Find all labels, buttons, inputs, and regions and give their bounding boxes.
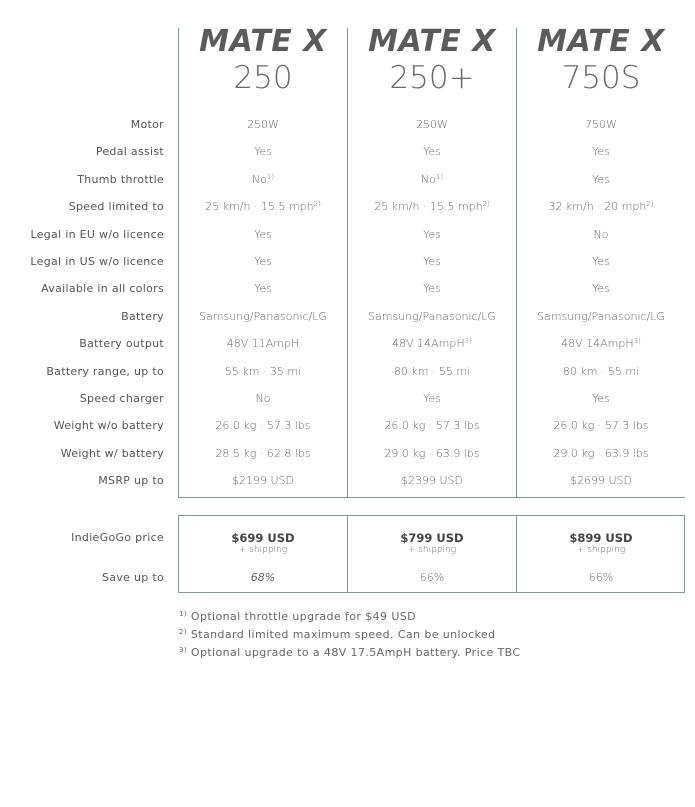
spec-value-text: 32 km/h · 20 mph [548,200,647,214]
shipping-note: + shipping [407,545,457,555]
spec-value-text: Yes [423,227,441,241]
spec-value [348,197,516,217]
spec-value-text: 55 km · 35 mi [224,364,302,378]
spec-value-text: Samsung/Panasonic/LG [537,309,665,323]
footnote-ref: 1) [435,172,444,181]
spec-value [517,170,685,190]
spec-value-text: No [251,172,267,186]
footnote [179,608,521,626]
price-cell [179,531,347,556]
spec-row [0,362,695,382]
spec-value [179,115,347,135]
footnote-text: Standard limited maximum speed. Can be unlocked [190,628,496,641]
spec-value [179,225,347,245]
spec-value-text: Yes [254,227,272,241]
spec-value [179,170,347,190]
spec-label: Thumb throttle [77,172,164,186]
save-value: 68% [250,571,276,584]
footnote-ref: 2) [646,200,654,209]
model-brand: MATE X [368,24,496,59]
spec-label: Battery range, up to [46,364,164,378]
model-variant: 250+ [389,60,475,96]
model-brand: MATE X [537,24,665,59]
spec-value [348,279,516,299]
spec-value [179,197,347,217]
spec-label: Motor [130,118,164,131]
spec-value [348,307,516,327]
price-value: $799 USD [400,531,464,545]
spec-value-text: Yes [592,282,610,296]
spec-value [179,444,347,464]
spec-value-text: Yes [592,172,610,186]
model-variant: 250 [233,60,293,96]
spec-label: Speed limited to [68,200,164,214]
spec-value-text: $2399 USD [401,474,463,488]
spec-value-text: 28.5 kg · 62.8 lbs [215,446,311,460]
footnote-ref: 3) [464,337,472,346]
spec-label: Legal in US w/o licence [30,255,164,268]
spec-row [0,416,695,436]
spec-value [179,307,347,327]
spec-row [0,115,695,135]
price-cell [517,531,685,556]
spec-value [517,334,685,354]
spec-value-text: 25 km/h · 15.5 mph [205,200,314,214]
spec-value-text: Yes [592,392,610,405]
spec-value [348,471,516,491]
spec-value [517,389,685,409]
spec-value-text: Yes [592,145,610,159]
spec-value [348,142,516,162]
spec-value [517,279,685,299]
spec-row [0,471,695,491]
spec-value [348,416,516,436]
spec-value [179,416,347,436]
spec-value-text: 80 km · 55 mi [562,364,640,378]
table-bottom-border [178,497,685,498]
spec-value [179,279,347,299]
spec-value-text: 29.0 kg · 63.9 lbs [384,446,480,460]
footnotes [179,608,521,662]
spec-value [179,334,347,354]
spec-value-text: Yes [592,255,610,268]
footnote-mark: 1) [179,610,187,618]
spec-value-text: 80 km · 55 mi [393,364,471,378]
spec-value [179,471,347,491]
spec-label: Battery output [79,337,164,351]
spec-value [517,471,685,491]
model-heading-250 [179,24,347,97]
spec-value [517,362,685,382]
save-value: 66% [419,571,445,584]
spec-label: Weight w/o battery [53,419,164,433]
spec-value-text: Samsung/Panasonic/LG [199,309,327,323]
footnote-mark: 2) [179,628,187,636]
model-heading-750s [517,24,685,97]
model-brand: MATE X [199,24,327,59]
spec-label: Speed charger [79,392,164,405]
spec-value-text: 26.0 kg · 57.3 lbs [384,419,480,433]
spec-value-text: $2699 USD [570,474,632,488]
spec-value-text: Samsung/Panasonic/LG [368,309,496,323]
spec-value-text: 26.0 kg · 57.3 lbs [215,419,311,433]
spec-value [517,416,685,436]
spec-label: Available in all colors [41,282,164,296]
footnote-mark: 3) [179,646,187,654]
spec-row [0,444,695,464]
spec-value-text: 25 km/h · 15.5 mph [374,200,483,214]
spec-value [179,252,347,272]
pricing-row [0,528,695,560]
spec-label: Battery [121,309,164,323]
spec-value-text: Yes [423,145,441,159]
price-cell [348,531,516,556]
spec-value [348,334,516,354]
footnote-ref: 3) [633,337,641,346]
save-row [0,568,695,588]
spec-value [348,170,516,190]
spec-value-text: $2199 USD [232,474,294,488]
spec-value [517,252,685,272]
save-label: Save up to [102,571,164,584]
spec-value-text: 48V 14AmpH [392,337,465,351]
spec-value-text: 26.0 kg · 57.3 lbs [553,419,649,433]
spec-value [179,362,347,382]
spec-value [517,197,685,217]
model-heading-250-plus [348,24,516,97]
spec-value [517,444,685,464]
spec-value-text: Yes [254,282,272,296]
spec-value-text: Yes [423,282,441,296]
spec-row [0,389,695,409]
footnote-text: Optional throttle upgrade for $49 USD [190,610,417,623]
spec-value-text: Yes [423,255,441,268]
spec-value [348,225,516,245]
spec-value-text: Yes [254,255,272,268]
model-variant: 750S [561,60,641,96]
spec-value [348,362,516,382]
footnote-ref: 2) [313,200,321,209]
spec-row [0,307,695,327]
spec-row [0,334,695,354]
spec-value-text: 750W [585,118,617,131]
spec-value [348,252,516,272]
spec-value [179,142,347,162]
spec-label: Pedal assist [95,145,164,159]
spec-row [0,225,695,245]
price-value: $699 USD [231,531,295,545]
footnote-ref: 2) [482,200,490,209]
spec-value-text: 48V 14AmpH [561,337,634,351]
spec-value [348,115,516,135]
spec-value [517,142,685,162]
spec-value [517,307,685,327]
spec-label: Weight w/ battery [60,446,164,460]
spec-value-text: 48V 11AmpH [226,337,300,351]
spec-value [179,389,347,409]
spec-value-text: No [593,227,609,241]
spec-value-text: Yes [254,145,272,159]
save-value: 66% [588,571,614,584]
pricing-top-border [178,515,685,516]
spec-value [348,444,516,464]
footnote [179,626,521,644]
shipping-note: + shipping [576,545,626,555]
spec-row [0,279,695,299]
spec-value-text: 250W [416,118,448,131]
spec-row [0,197,695,217]
shipping-note: + shipping [238,545,288,555]
footnote-text: Optional upgrade to a 48V 17.5AmpH battery. Price TBC [190,646,521,659]
spec-row [0,170,695,190]
spec-label: MSRP up to [98,474,164,488]
spec-value [348,389,516,409]
spec-value-text: Yes [423,392,441,405]
footnote [179,644,521,662]
spec-value [517,115,685,135]
price-value: $899 USD [569,531,633,545]
spec-value-text: 250W [247,118,279,131]
spec-value-text: 29.0 kg · 63.9 lbs [553,446,649,460]
pricing-label: IndieGoGo price [71,531,164,544]
pricing-bottom-border [178,592,685,593]
footnote-ref: 1) [266,172,275,181]
spec-value [517,225,685,245]
spec-value-text: No [255,392,271,405]
spec-row [0,252,695,272]
spec-label: Legal in EU w/o licence [30,227,164,241]
spec-value-text: No [420,172,436,186]
spec-row [0,142,695,162]
